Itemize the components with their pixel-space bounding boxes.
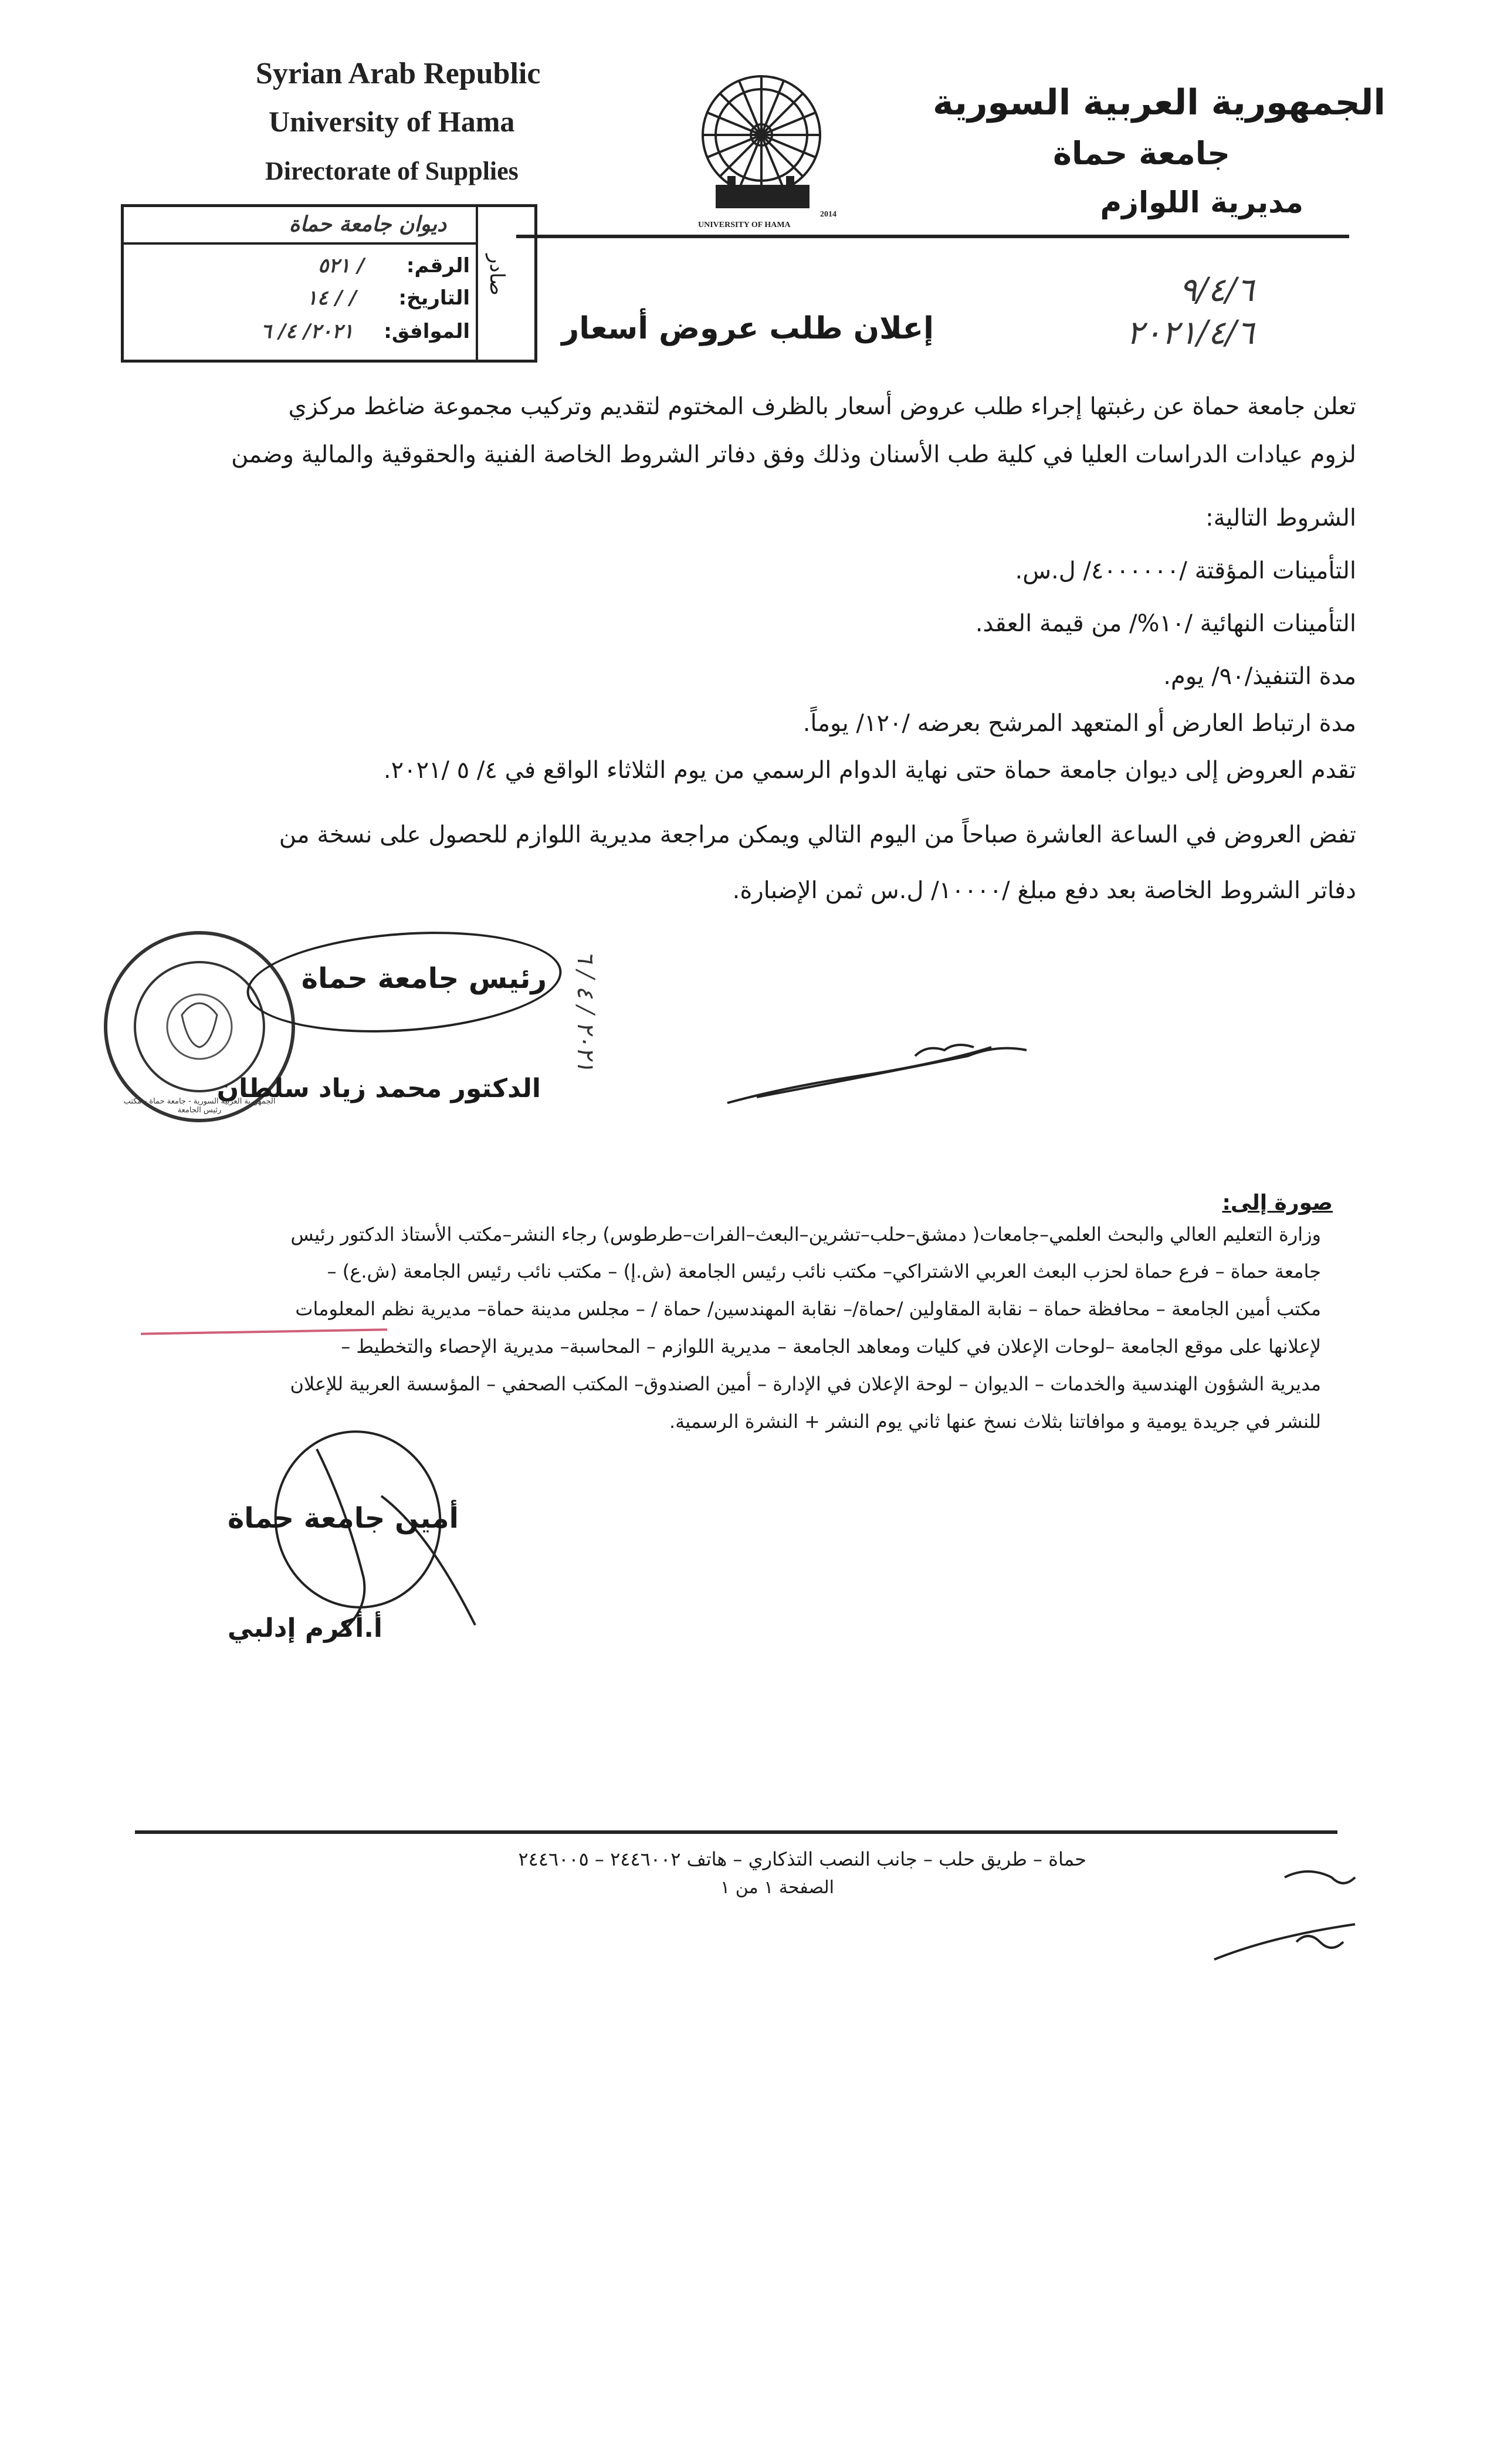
secretary-title: أمين جامعة حماة: [227, 1502, 459, 1535]
university-logo: [692, 65, 845, 235]
copies-underline-mark: [141, 1328, 387, 1335]
header-en-directorate: Directorate of Supplies: [265, 157, 519, 185]
signature-date-note: ٢٠٢١ / ٤ / ٦: [572, 950, 599, 1072]
president-title: رئيس جامعة حماة: [301, 962, 547, 995]
copies-line-3: مكتب أمين الجامعة – محافظة حماة – نقابة المقاولين /حماة/– نقابة المهندسين/ حماة / – مجلس مدينة حماة– مديرية نظم المعلومات: [295, 1298, 1321, 1320]
president-name: الدكتور محمد زياد سلطان: [216, 1074, 541, 1104]
copies-heading: صورة إلى:: [1222, 1191, 1333, 1215]
body-line-10: دفاتر الشروط الخاصة بعد دفع مبلغ /١٠٠٠٠/ ل.س ثمن الإضبارة.: [732, 877, 1356, 904]
handwritten-ref-1: ٩/٤/٦: [1179, 271, 1254, 309]
registry-stamp: [121, 204, 537, 363]
copies-line-5: مديرية الشؤون الهندسية والخدمات – الديوان – لوحة الإعلان في الإدارة – أمين الصندوق– المكتب الصحفي – المؤسسة العربية للإعلان: [290, 1373, 1321, 1395]
copies-line-1: وزارة التعليم العالي والبحث العلمي–جامعات( دمشق–حلب–تشرين–البعث–الفرات–طرطوس) رجاء النشر–مكتب الأستاذ الدكتور رئيس: [290, 1223, 1321, 1245]
header-divider: [516, 235, 1349, 238]
announcement-title: إعلان طلب عروض أسعار: [561, 311, 934, 346]
registry-agreed-row: [260, 320, 470, 343]
header-ar-university: جامعة حماة: [1053, 135, 1230, 172]
registry-side-note: صادر: [485, 254, 509, 296]
body-line-9: تفض العروض في الساعة العاشرة صباحاً من اليوم التالي ويمكن مراجعة مديرية اللوازم للحصول على نسخة من: [279, 821, 1356, 848]
body-line-2: لزوم عيادات الدراسات العليا في كلية طب الأسنان وذلك وفق دفاتر الشروط الخاصة الفنية والحقوقية والمالية وضمن: [231, 441, 1356, 468]
footer-page: الصفحة ١ من ١: [720, 1877, 834, 1898]
logo-caption: UNIVERSITY OF HAMA: [698, 221, 791, 229]
margin-scribble: [1167, 1854, 1379, 1989]
registry-date-row: [307, 286, 470, 310]
body-line-1: تعلن جامعة حماة عن رغبتها إجراء طلب عروض أسعار بالظرف المختوم لتقديم وتركيب مجموعة ضاغط مركزي: [288, 393, 1356, 420]
seal-text: الجمهورية العربية السورية - جامعة حماة - مكتب رئيس الجامعة: [123, 1097, 276, 1115]
header-ar-directorate: مديرية اللوازم: [1100, 185, 1303, 219]
registry-number-value: / ٥٢١: [318, 254, 365, 277]
footer-divider: [135, 1830, 1337, 1834]
registry-number-row: [318, 254, 470, 277]
body-line-7: مدة ارتباط العارض أو المتعهد المرشح بعرضه /١٢٠/ يوماً.: [802, 710, 1356, 737]
handwritten-ref-2: ٢٠٢١/٤/٦: [1126, 314, 1255, 352]
body-line-5: التأمينات النهائية /١٠%/ من قيمة العقد.: [975, 610, 1356, 637]
registry-date-value: / / ١٤: [306, 286, 357, 310]
copies-line-4: لإعلانها على موقع الجامعة –لوحات الإعلان في كليات ومعاهد الجامعة – مديرية اللوازم – المحاسبة– مديرية الإحصاء والتخطيط –: [341, 1335, 1321, 1358]
logo-year: 2014: [820, 210, 836, 219]
registry-side-divider: [476, 207, 478, 360]
body-line-4: التأمينات المؤقتة /٤٠٠٠٠٠٠/ ل.س.: [1015, 557, 1356, 584]
registry-stamp-title: ديوان جامعة حماة: [289, 212, 446, 236]
registry-number-label: الرقم:: [406, 254, 470, 277]
header-en-university: University of Hama: [269, 105, 515, 138]
copies-line-6: للنشر في جريدة يومية و موافاتنا بثلاث نسخ عنها ثاني يوم النشر + النشرة الرسمية.: [669, 1410, 1321, 1433]
body-line-8: تقدم العروض إلى ديوان جامعة حماة حتى نهاية الدوام الرسمي من يوم الثلاثاء الواقع في ٤/ ٥ /٢٠٢١.: [383, 757, 1356, 784]
registry-agreed-value: ٢٠٢١/ ٤/ ٦: [260, 320, 354, 343]
body-line-6: مدة التنفيذ/٩٠/ يوم.: [1163, 663, 1356, 690]
header-en-country: Syrian Arab Republic: [256, 57, 541, 90]
president-signature: [722, 1033, 1050, 1115]
registry-date-label: التاريخ:: [398, 286, 470, 310]
copies-line-2: جامعة حماة – فرع حماة لحزب البعث العربي الاشتراكي– مكتب نائب رئيس الجامعة (ش.إ) – مكتب نائب رئيس الجامعة (ش.ع) –: [327, 1260, 1321, 1282]
body-line-3: الشروط التالية:: [1205, 505, 1356, 532]
registry-agreed-label: الموافق:: [384, 320, 470, 343]
secretary-name: أ.أكرم إدلبي: [227, 1613, 382, 1643]
header-ar-country: الجمهورية العربية السورية: [933, 82, 1386, 123]
footer-address: حماة – طريق حلب – جانب النصب التذكاري – هاتف ٢٤٤٦٠٠٢ – ٢٤٤٦٠٠٥: [518, 1848, 1086, 1870]
registry-stamp-divider: [124, 242, 476, 245]
